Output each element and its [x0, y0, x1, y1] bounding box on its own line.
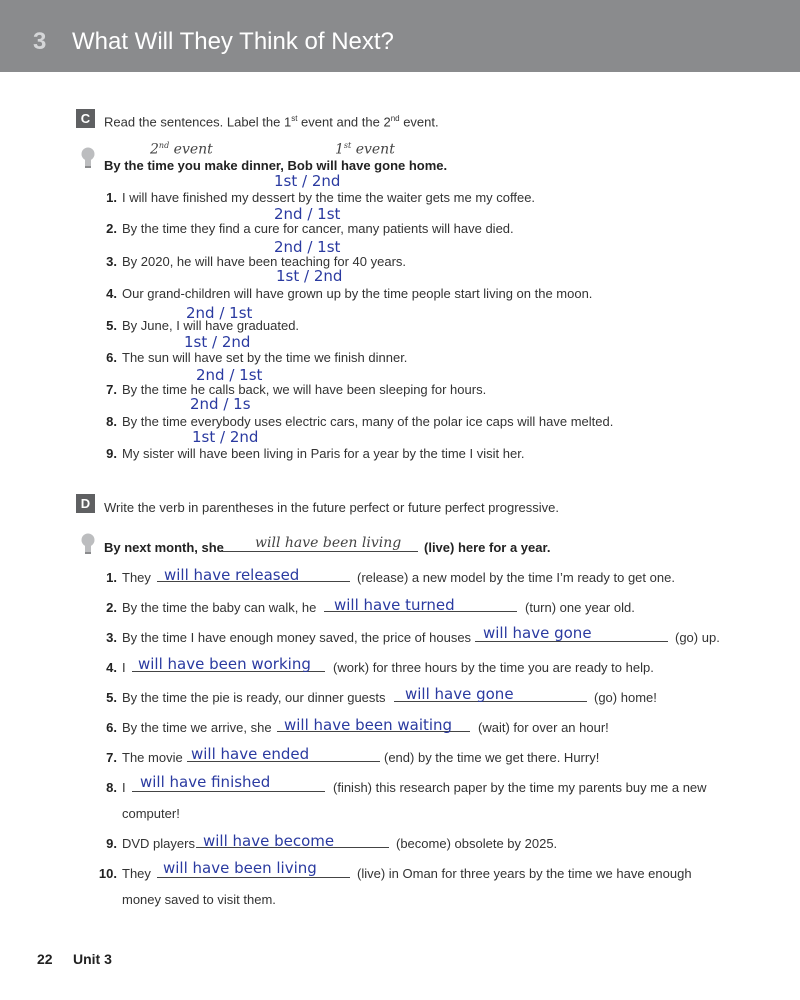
section-c-box: C	[76, 109, 95, 128]
answer-label: 1st / 2nd	[184, 333, 251, 351]
item-post: (turn) one year old.	[525, 600, 635, 615]
item-sentence: By the time everybody uses electric cars, many of the polar ice caps will have melted.	[122, 414, 614, 429]
item-pre: DVD players	[122, 836, 195, 851]
item-continuation: computer!	[122, 806, 180, 821]
item-pre: The movie	[122, 750, 183, 765]
example-blank	[222, 551, 418, 552]
item-pre: By the time the pie is ready, our dinner guests	[122, 690, 386, 705]
item-number: 3.	[106, 254, 117, 269]
answer-label: 1st / 2nd	[192, 428, 259, 446]
example-answer: will have been living	[255, 535, 402, 551]
answer-text: will have ended	[191, 745, 310, 763]
item-number: 2.	[106, 600, 117, 615]
answer-label: 2nd / 1s	[190, 395, 251, 413]
item-number: 1.	[106, 570, 117, 585]
item-post: (wait) for over an hour!	[478, 720, 609, 735]
answer-text: will have been working	[138, 655, 311, 673]
item-post: (release) a new model by the time I’m ready to get one.	[357, 570, 675, 585]
example-label-second: 2nd event	[150, 141, 213, 158]
item-number: 8.	[106, 780, 117, 795]
item-number: 4.	[106, 660, 117, 675]
item-number: 4.	[106, 286, 117, 301]
page-number: 22	[37, 951, 53, 967]
item-sentence: By the time he calls back, we will have been sleeping for hours.	[122, 382, 487, 397]
lightbulb-icon	[79, 532, 97, 556]
answer-blank[interactable]	[132, 791, 325, 792]
section-c-instruction: Read the sentences. Label the 1st event and the 2nd event.	[104, 114, 439, 130]
item-pre: They	[122, 866, 151, 881]
item-number: 6.	[106, 720, 117, 735]
chapter-header	[0, 0, 800, 72]
item-pre: I	[122, 660, 126, 675]
item-post: (go) up.	[675, 630, 720, 645]
item-sentence: My sister will have been living in Paris for a year by the time I visit her.	[122, 446, 525, 461]
example-label-first: 1st event	[335, 141, 395, 158]
item-pre: They	[122, 570, 151, 585]
section-d-box: D	[76, 494, 95, 513]
example-post: (live) here for a year.	[424, 540, 551, 555]
item-number: 7.	[106, 382, 117, 397]
answer-label: 1st / 2nd	[274, 172, 341, 190]
answer-label: 2nd / 1st	[274, 205, 341, 223]
section-d-instruction: Write the verb in parentheses in the future perfect or future perfect progressive.	[104, 500, 559, 515]
item-sentence: Our grand-children will have grown up by the time people start living on the moon.	[122, 286, 593, 301]
unit-label: Unit 3	[73, 951, 112, 967]
item-pre: By the time I have enough money saved, the price of houses	[122, 630, 472, 645]
answer-label: 2nd / 1st	[186, 304, 253, 322]
item-number: 9.	[106, 836, 117, 851]
example-sentence: By the time you make dinner, Bob will have gone home.	[104, 158, 448, 173]
answer-text: will have released	[164, 566, 300, 584]
answer-text: will have become	[203, 832, 335, 850]
answer-text: will have been living	[163, 859, 317, 877]
answer-text: will have turned	[334, 596, 455, 614]
example-pre: By next month, she	[104, 540, 224, 555]
item-post: (live) in Oman for three years by the time we have enough	[357, 866, 692, 881]
item-number: 5.	[106, 318, 117, 333]
item-sentence: By the time they find a cure for cancer, many patients will have died.	[122, 221, 514, 236]
item-post: (end) by the time we get there. Hurry!	[384, 750, 600, 765]
item-number: 10.	[98, 866, 117, 881]
item-post: (finish) this research paper by the time my parents buy me a new	[333, 780, 707, 795]
item-number: 3.	[106, 630, 117, 645]
item-post: (become) obsolete by 2025.	[396, 836, 558, 851]
item-post: (go) home!	[594, 690, 657, 705]
answer-label: 2nd / 1st	[196, 366, 263, 384]
item-number: 2.	[106, 221, 117, 236]
item-continuation: money saved to visit them.	[122, 892, 276, 907]
answer-text: will have been waiting	[284, 716, 453, 734]
item-sentence: By 2020, he will have been teaching for 40 years.	[122, 254, 407, 269]
answer-label: 1st / 2nd	[276, 267, 343, 285]
item-pre: By the time we arrive, she	[122, 720, 272, 735]
item-pre: I	[122, 780, 126, 795]
item-number: 5.	[106, 690, 117, 705]
answer-text: will have gone	[483, 624, 592, 642]
answer-text: will have gone	[405, 685, 514, 703]
page-title: What Will They Think of Next?	[72, 28, 394, 55]
item-post: (work) for three hours by the time you are ready to help.	[333, 660, 654, 675]
item-sentence: I will have finished my dessert by the time the waiter gets me my coffee.	[122, 190, 536, 205]
item-pre: By the time the baby can walk, he	[122, 600, 317, 615]
answer-text: will have finished	[140, 773, 271, 791]
answer-blank[interactable]	[157, 877, 350, 878]
item-number: 1.	[106, 190, 117, 205]
item-number: 8.	[106, 414, 117, 429]
item-number: 6.	[106, 350, 117, 365]
item-number: 9.	[106, 446, 117, 461]
unit-number: 3	[33, 28, 47, 55]
item-number: 7.	[106, 750, 117, 765]
lightbulb-icon	[79, 146, 97, 170]
item-sentence: By June, I will have graduated.	[122, 318, 300, 333]
item-sentence: The sun will have set by the time we finish dinner.	[122, 350, 408, 365]
answer-label: 2nd / 1st	[274, 238, 341, 256]
